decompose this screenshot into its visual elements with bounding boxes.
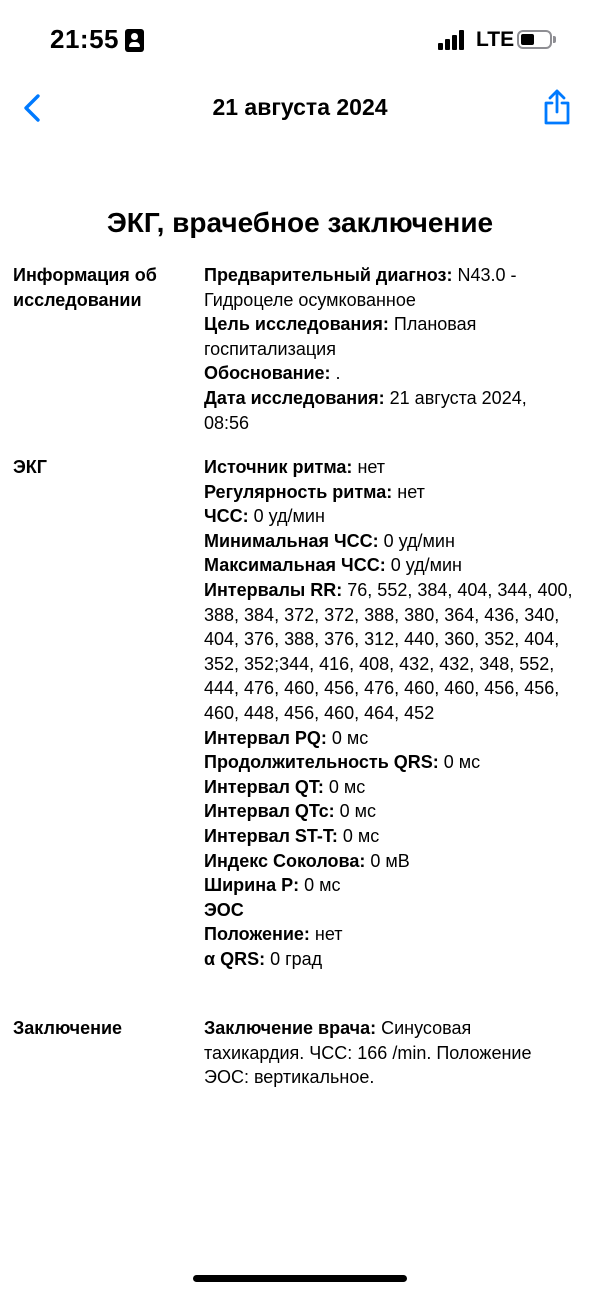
row-value: нет: [352, 457, 386, 477]
info-row-justification: [204, 361, 574, 386]
row-value: 0 уд/мин: [248, 506, 325, 527]
ecg-row-sokolow-index: [204, 849, 574, 874]
row-value: 0 мс: [438, 752, 481, 773]
ecg-row-p-width: [204, 873, 574, 898]
ecg-row-max-hr: [204, 553, 574, 578]
ecg-row-position: [204, 922, 574, 947]
conclusion-section-body: [204, 1016, 574, 1090]
row-key: Регулярность ритма:: [204, 481, 393, 502]
ecg-row-alpha-qrs: [204, 947, 574, 972]
info-row-diagnosis: [204, 263, 574, 312]
document-title: ЭКГ, врачебное заключение: [106, 207, 494, 238]
conclusion-row-doctor: [204, 1016, 574, 1090]
info-row-date: [204, 386, 574, 435]
row-key: Минимальная ЧСС:: [204, 530, 379, 551]
home-indicator[interactable]: [193, 1275, 407, 1282]
row-key: Интервал ST-T:: [204, 825, 338, 846]
row-value: Синусовая тахикардия. ЧСС: 166 /min. Положение ЭОС: вертикальное.: [204, 1018, 532, 1088]
share-button[interactable]: [541, 87, 573, 127]
status-time: 21:55: [50, 24, 119, 54]
info-section: [13, 263, 573, 438]
ecg-row-qt: [204, 775, 574, 800]
row-key: Источник ритма:: [204, 457, 353, 477]
row-value: нет: [309, 924, 343, 945]
row-key: Интервал QT:: [204, 776, 324, 797]
info-section-body: [204, 263, 574, 435]
row-value: N43.0 - Гидроцеле осумкованное: [204, 265, 517, 310]
network-type: LTE: [476, 28, 515, 51]
contact-card-icon: [125, 29, 144, 52]
info-section-label: Информация об исследовании: [13, 265, 157, 310]
row-key: Положение:: [204, 924, 310, 945]
row-value: 0 мс: [299, 875, 341, 896]
ecg-row-min-hr: [204, 529, 574, 554]
ecg-row-rhythm-regularity: [204, 480, 574, 505]
row-key: α QRS:: [204, 948, 266, 969]
ecg-row-eos: [204, 898, 574, 923]
conclusion-section: [13, 1016, 573, 1096]
row-value: .: [330, 363, 341, 384]
row-value: 76, 552, 384, 404, 344, 400, 388, 384, 372, 372, 388, 380, 364, 436, 340, 404, 376, 388, 376, 312, 440, 360, 352, 404, 352, 352;344, 416, 408, 432, 432, 348, 552, 444, 476, 460, 456, 476, 460, 460, 456, 456, 460, 448, 456, 460, 464, 452: [204, 579, 573, 723]
signal-bars-icon: [438, 30, 470, 50]
info-row-purpose: [204, 312, 574, 361]
row-key: ЧСС:: [204, 506, 249, 527]
ecg-row-qrs-duration: [204, 750, 574, 775]
row-key: Индекс Соколова:: [204, 850, 366, 871]
row-value: 0 мВ: [365, 850, 410, 871]
ecg-row-qtc: [204, 799, 574, 824]
ecg-section-body: [204, 455, 574, 971]
ecg-row-hr: [204, 504, 574, 529]
row-key: Интервал QTc:: [204, 801, 335, 822]
conclusion-section-label: Заключение: [13, 1018, 123, 1038]
ecg-row-st-t: [204, 824, 574, 849]
row-value: 0 град: [265, 948, 323, 969]
ecg-section: [13, 455, 573, 1000]
row-value: Плановая госпитализация: [204, 314, 477, 359]
row-key: Интервалы RR:: [204, 579, 343, 600]
ecg-row-rhythm-source: [204, 455, 574, 480]
row-key: ЭОС: [204, 899, 244, 920]
row-key: Интервал PQ:: [204, 727, 327, 748]
share-icon: [541, 87, 573, 127]
row-key: Предварительный диагноз:: [204, 265, 453, 285]
row-key: Продолжительность QRS:: [204, 752, 439, 773]
ecg-row-rr-intervals: [204, 578, 574, 726]
status-bar: [0, 0, 600, 80]
row-key: Заключение врача:: [204, 1018, 377, 1038]
row-value: 0 мс: [326, 727, 369, 748]
ecg-section-label: ЭКГ: [13, 457, 47, 477]
navigation-bar: [0, 80, 600, 136]
row-value: 0 уд/мин: [385, 555, 462, 576]
row-value: 0 мс: [323, 776, 366, 797]
ecg-row-pq: [204, 726, 574, 751]
row-value: 21 августа 2024, 08:56: [204, 387, 527, 433]
row-value: 0 мс: [334, 801, 376, 822]
row-key: Ширина P:: [204, 875, 300, 896]
row-value: нет: [392, 481, 425, 502]
row-key: Максимальная ЧСС:: [204, 555, 386, 576]
row-value: 0 мс: [337, 825, 380, 846]
row-value: 0 уд/мин: [378, 530, 455, 551]
nav-title: 21 августа 2024: [212, 94, 388, 120]
row-key: Цель исследования:: [204, 314, 389, 335]
row-key: Дата исследования:: [204, 387, 385, 408]
row-key: Обоснование:: [204, 363, 331, 384]
battery-icon: [517, 30, 552, 49]
